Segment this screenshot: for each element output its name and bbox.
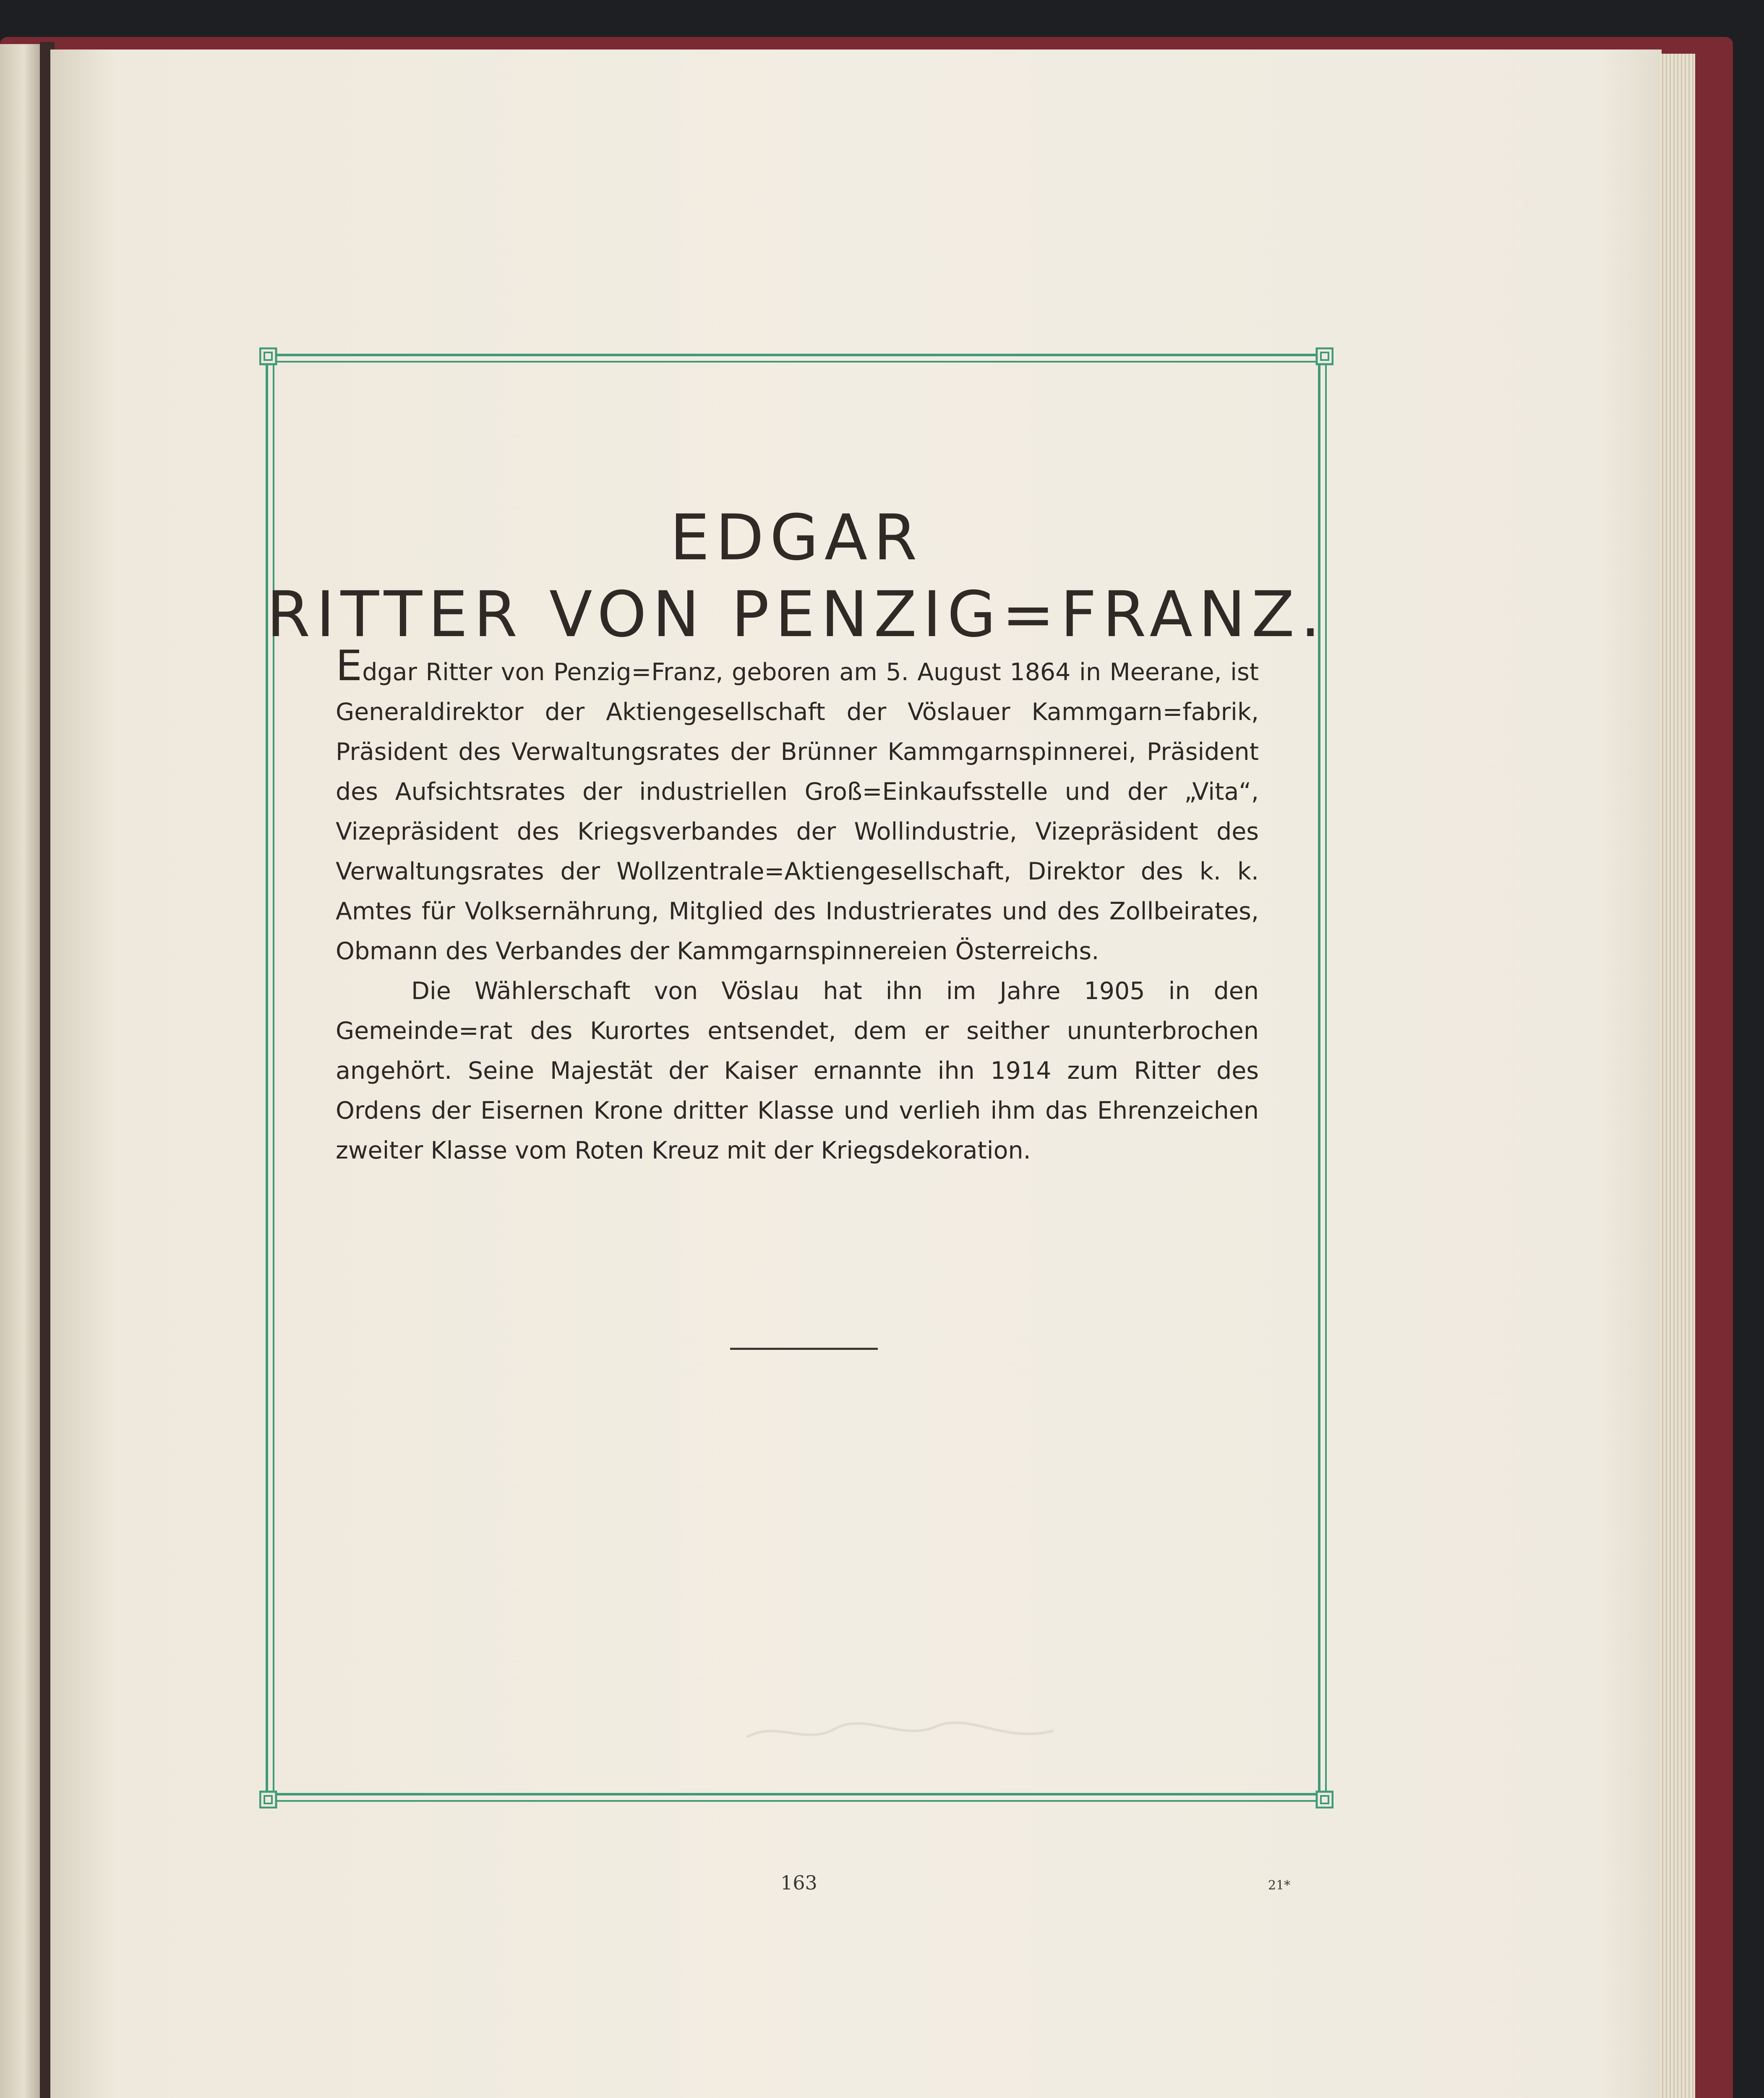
page-number: 163 bbox=[780, 1871, 817, 1894]
section-divider bbox=[730, 1348, 878, 1350]
faint-pencil-mark bbox=[743, 1712, 1057, 1750]
title-line-name: EDGAR bbox=[670, 501, 923, 574]
paragraph-1 bbox=[336, 641, 1259, 971]
signature-mark: 21* bbox=[1268, 1878, 1291, 1893]
paragraph-1-text: dgar Ritter von Penzig=Franz, geboren am 5. August 1864 in Meerane, ist Generaldirektor der Aktiengesellschaft der Vöslauer Kammgarn=fabrik, Präsident des Verwaltungsrates der Brünner Kammgarnspinnerei, Präsident des Aufsichtsrates der industriellen Groß=Einkaufsstelle und der „Vita“, Vizepräsident des Kriegsverbandes der Wollindustrie, Vizepräsident des Verwaltungsrates der Wollzentrale=Aktiengesellschaft, Direktor des k. k. Amtes für Volksernährung, Mitglied des Industrierates und des Zollbeirates, Obmann des Verbandes der Kammgarnspinnereien Österreichs. bbox=[336, 658, 1259, 965]
title-line-surname: RITTER VON PENZIG=FRANZ. bbox=[266, 578, 1326, 651]
paragraph-2: Die Wählerschaft von Vöslau hat ihn im Jahre 1905 in den Gemeinde=rat des Kurortes entsendet, dem er seither ununterbrochen angehört. Seine Majestät der Kaiser ernannte ihn 1914 zum Ritter des Ordens der Eisernen Krone dritter Klasse und verlieh ihm das Ehrenzeichen zweiter Klasse vom Roten Kreuz mit der Kriegsdekoration. bbox=[336, 977, 1259, 1164]
page-title bbox=[259, 501, 1333, 652]
biography-text bbox=[336, 641, 1259, 1171]
drop-cap: E bbox=[336, 641, 363, 690]
page-edges bbox=[1660, 54, 1695, 2098]
left-page-edge bbox=[0, 44, 40, 2098]
